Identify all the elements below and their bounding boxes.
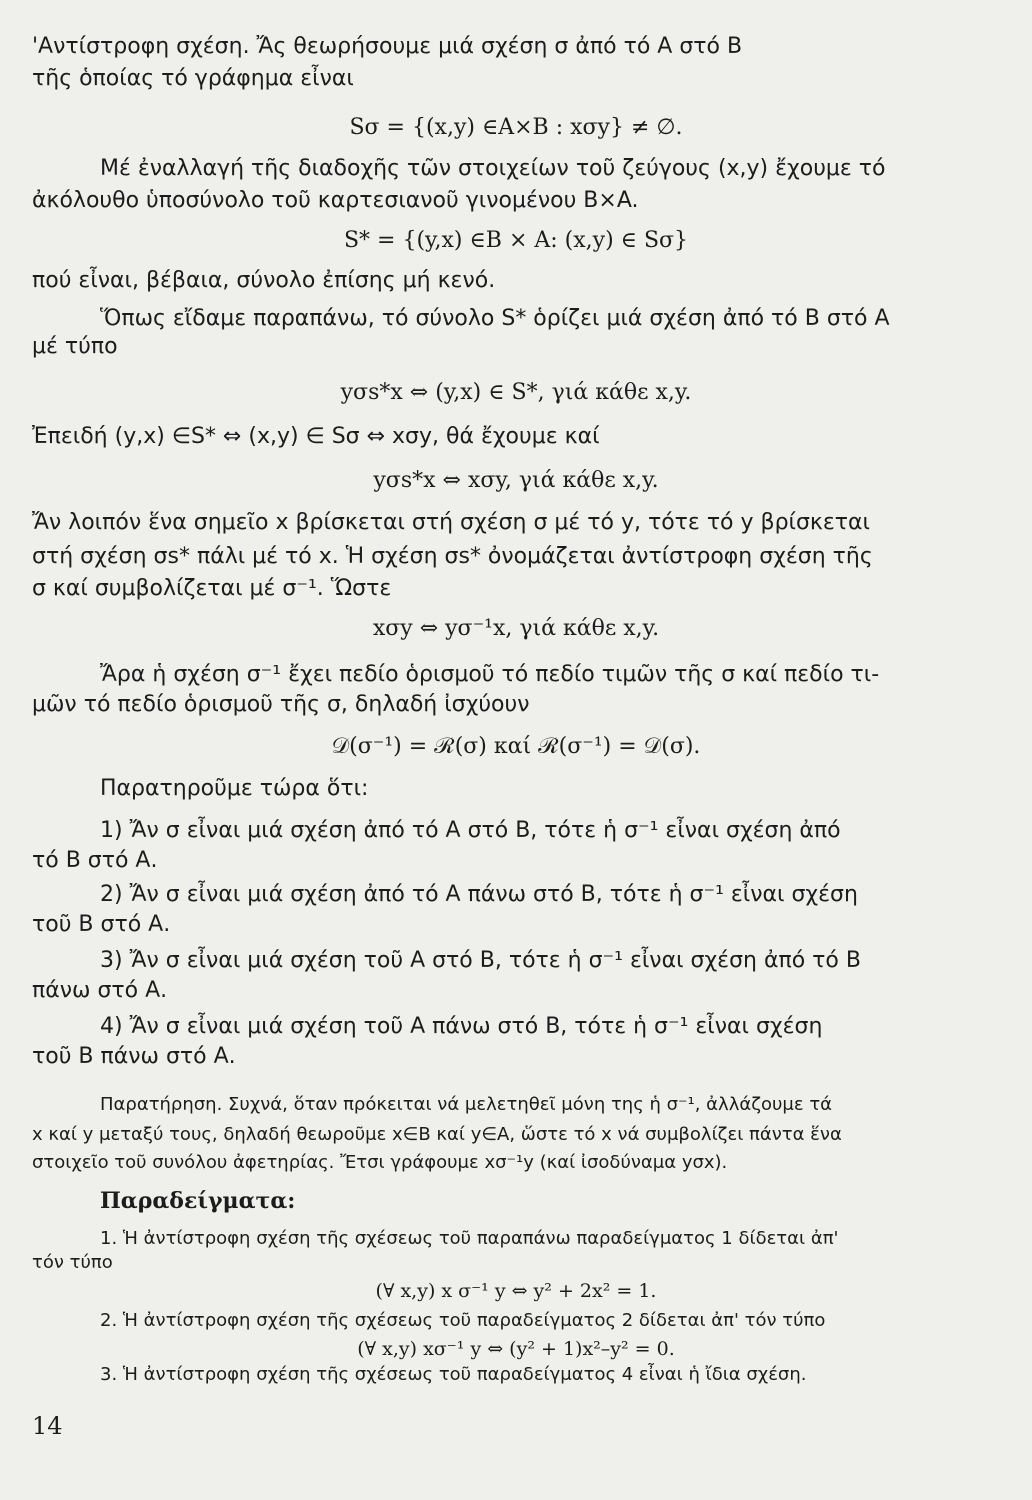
formula: xσy ⇔ yσ⁻¹x, γιά κάθε x,y. bbox=[372, 616, 660, 641]
formula: (∀ x,y) x σ⁻¹ y ⇔ y² + 2x² = 1. bbox=[375, 1280, 657, 1302]
text-line: ἀκόλουθο ὑποσύνολο τοῦ καρτεσιανοῦ γινομένου B×A. bbox=[32, 188, 639, 213]
formula: yσs*x ⇔ (y,x) ∈ S*, γιά κάθε x,y. bbox=[340, 380, 692, 405]
text-line: Ἐπειδή (y,x) ∈S* ⇔ (x,y) ∈ Sσ ⇔ xσy, θά ἔχουμε καί bbox=[32, 424, 600, 449]
remark-line: x καί y μεταξύ τους, δηλαδή θεωροῦμε x∈B καί y∈A, ὥστε τό x νά συμβολίζει πάντα ἕνα bbox=[32, 1124, 842, 1145]
list-item: 4) Ἄν σ εἶναι μιά σχέση τοῦ Α πάνω στό Β, τότε ἡ σ⁻¹ εἶναι σχέση bbox=[100, 1014, 823, 1039]
formula: Sσ = {(x,y) ∈A×B : xσy} ≠ ∅. bbox=[349, 115, 683, 140]
text-line: Ἄρα ἡ σχέση σ⁻¹ ἔχει πεδίο ὁρισμοῦ τό πεδίο τιμῶν τῆς σ καί πεδίο τι- bbox=[100, 662, 880, 687]
remark-line: στοιχεῖο τοῦ συνόλου ἀφετηρίας. Ἔτσι γράφουμε xσ⁻¹y (καί ἰσοδύναμα yσx). bbox=[32, 1152, 728, 1173]
example-line: 1. Ἡ ἀντίστροφη σχέση τῆς σχέσεως τοῦ παραπάνω παραδείγματος 1 δίδεται ἀπ' bbox=[100, 1228, 839, 1249]
list-item: 3) Ἄν σ εἶναι μιά σχέση τοῦ Α στό Β, τότε ἡ σ⁻¹ εἶναι σχέση ἀπό τό Β bbox=[100, 948, 861, 973]
text-line: μῶν τό πεδίο ὁρισμοῦ τῆς σ, δηλαδή ἰσχύουν bbox=[32, 692, 530, 717]
text-line: τό Β στό Α. bbox=[32, 848, 158, 873]
text-line: σ καί συμβολίζεται μέ σ⁻¹. Ὥστε bbox=[32, 576, 392, 601]
formula: (∀ x,y) xσ⁻¹ y ⇔ (y² + 1)x²–y² = 0. bbox=[357, 1338, 675, 1360]
text-line: τοῦ Β στό Α. bbox=[32, 912, 171, 937]
text-line: τῆς ὁποίας τό γράφημα εἶναι bbox=[32, 66, 354, 91]
example-line: 3. Ἡ ἀντίστροφη σχέση τῆς σχέσεως τοῦ παραδείγματος 4 εἶναι ἡ ἴδια σχέση. bbox=[100, 1364, 807, 1385]
remark-line: Παρατήρηση. Συχνά, ὅταν πρόκειται νά μελετηθεῖ μόνη της ἡ σ⁻¹, ἀλλάζουμε τά bbox=[100, 1094, 833, 1115]
text-line: στή σχέση σs* πάλι μέ τό x. Ἡ σχέση σs* ὀνομάζεται ἀντίστροφη σχέση τῆς bbox=[32, 544, 873, 569]
text-line: τοῦ Β πάνω στό Α. bbox=[32, 1044, 236, 1069]
text-line: πάνω στό Α. bbox=[32, 978, 168, 1003]
text-line: πού εἶναι, βέβαια, σύνολο ἐπίσης μή κενό. bbox=[32, 268, 496, 293]
text-line: Μέ ἐναλλαγή τῆς διαδοχῆς τῶν στοιχείων τοῦ ζεύγους (x,y) ἔχουμε τό bbox=[100, 156, 886, 181]
formula: yσs*x ⇔ xσy, γιά κάθε x,y. bbox=[373, 468, 659, 493]
list-item: 2) Ἄν σ εἶναι μιά σχέση ἀπό τό Α πάνω στό Β, τότε ἡ σ⁻¹ εἶναι σχέση bbox=[100, 882, 858, 907]
text-line: μέ τύπο bbox=[32, 334, 118, 359]
page-number: 14 bbox=[32, 1412, 63, 1440]
text-line: 'Αντίστροφη σχέση. Ἄς θεωρήσουμε μιά σχέση σ ἀπό τό Α στό Β bbox=[32, 34, 743, 59]
example-line: 2. Ἡ ἀντίστροφη σχέση τῆς σχέσεως τοῦ παραδείγματος 2 δίδεται ἀπ' τόν τύπο bbox=[100, 1310, 826, 1331]
text-line: Παρατηροῦμε τώρα ὅτι: bbox=[100, 776, 369, 801]
list-item: 1) Ἄν σ εἶναι μιά σχέση ἀπό τό Α στό Β, τότε ἡ σ⁻¹ εἶναι σχέση ἀπό bbox=[100, 818, 841, 843]
text-line: Ἄν λοιπόν ἕνα σημεῖο x βρίσκεται στή σχέση σ μέ τό y, τότε τό y βρίσκεται bbox=[32, 510, 870, 535]
example-line: τόν τύπο bbox=[32, 1252, 113, 1273]
formula: 𝒟(σ⁻¹) = ℛ(σ) καί ℛ(σ⁻¹) = 𝒟(σ). bbox=[331, 734, 701, 759]
section-heading: Παραδείγματα: bbox=[100, 1188, 296, 1214]
formula: S* = {(y,x) ∈B × A: (x,y) ∈ Sσ} bbox=[343, 228, 689, 253]
text-line: Ὅπως εἴδαμε παραπάνω, τό σύνολο S* ὁρίζει μιά σχέση ἀπό τό Β στό Α bbox=[100, 306, 890, 331]
